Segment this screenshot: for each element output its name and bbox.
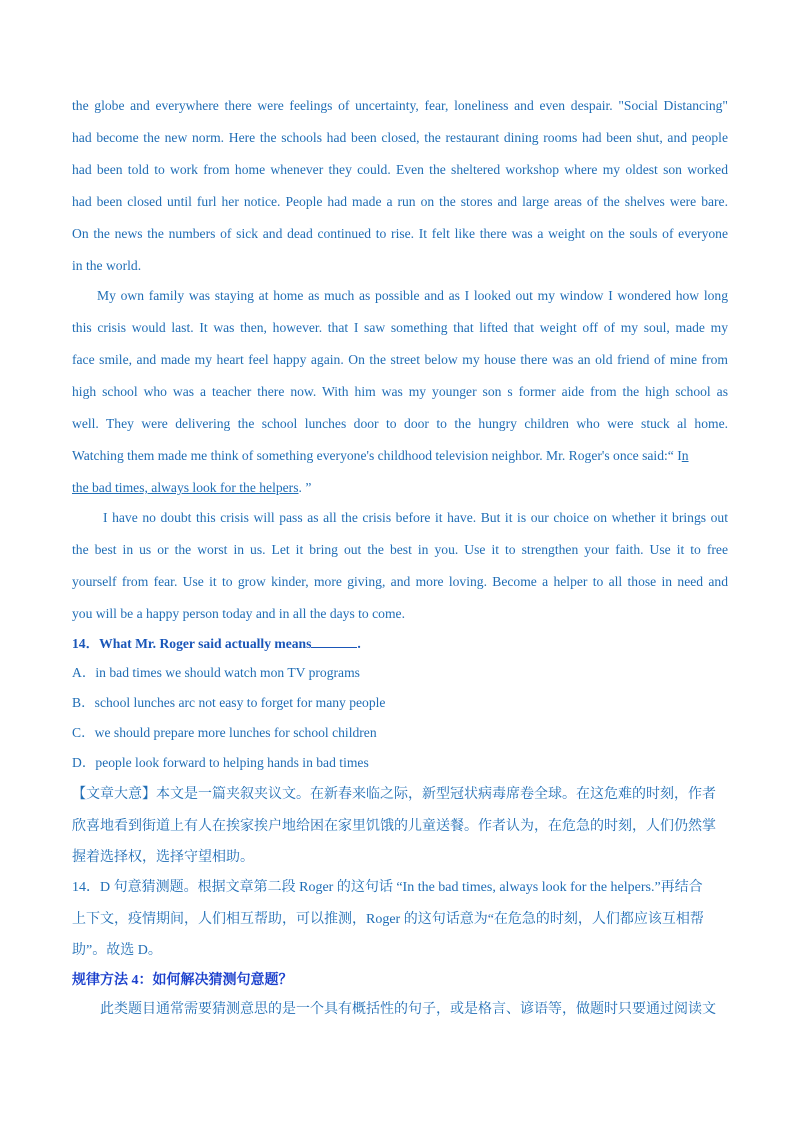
answer-line: 助”。故选 D。	[72, 943, 162, 958]
passage-line: the globe and everywhere there were feelings of uncertainty, fear, loneliness and even despair. "Social Distancing"	[72, 98, 728, 113]
passage-line: yourself from fear. Use it to grow kinder, more giving, and more loving. Become a helper to all those in need and	[72, 574, 728, 589]
summary-line: 【文章大意】本文是一篇夹叙夹议文。在新春来临之际，新型冠状病毒席卷全球。在这危难的时刻，作者	[72, 787, 716, 802]
passage-line: well. They were delivering the school lunches door to door to the hungry children who were stuck al home.	[72, 416, 728, 431]
quote-underlined-start: n	[681, 448, 689, 463]
passage-line: My own family was staying at home as much as possible and as I looked out my window I wondered how long	[97, 288, 728, 303]
passage-line: I have no doubt this crisis will pass as all the crisis before it have. But it is our choice on whether it brings out	[103, 510, 728, 525]
passage-line: the best in us or the worst in us. Let it bring out the best in you. Use it to strengthen your faith. Use it to free	[72, 542, 728, 557]
passage-line: in the world.	[72, 258, 142, 273]
passage-line: had become the new norm. Here the schools had been closed, the restaurant dining rooms had been shut, and people	[72, 130, 728, 145]
option-d: D．people look forward to helping hands in bad times	[72, 755, 369, 770]
passage-line: face smile, and made my heart feel happy again. On the street below my house there was an old friend of mine from	[72, 352, 728, 367]
passage-line: had been closed until furl her notice. People had made a run on the stores and large areas of the shelves were bare.	[72, 194, 728, 209]
question-stem-end: .	[357, 636, 361, 651]
passage-line: had been told to work from home whenever they could. Even the sheltered workshop where my oldest son worked	[72, 162, 728, 177]
question-stem	[72, 633, 728, 655]
passage-text: Watching them made me think of something everyone's childhood television neighbor. Mr. Roger's once said:“ I	[72, 448, 682, 463]
method-heading: 规律方法 4：如何解决猜测句意题？	[72, 973, 293, 988]
passage-line-quote-start	[72, 445, 728, 467]
answer-blank	[311, 634, 357, 648]
option-a: A．in bad times we should watch mon TV programs	[72, 665, 360, 680]
answer-line: 上下文，疫情期间，人们相互帮助，可以推测，Roger 的这句话意为“在危急的时刻，人们都应该互相帮	[72, 912, 704, 927]
passage-line-quote-end	[72, 477, 728, 499]
answer-line: 14．D 句意猜测题。根据文章第二段 Roger 的这句话 “In the bad times, always look for the helpers.”再结合	[72, 880, 703, 895]
passage-line: this crisis would last. It was then, however. that I saw something that lifted that weight off of my soul, made my	[72, 320, 728, 335]
question-stem-text: 14．What Mr. Roger said actually means	[72, 636, 312, 651]
summary-line: 握着选择权，选择守望相助。	[72, 850, 254, 865]
method-line: 此类题目通常需要猜测意思的是一个具有概括性的句子，或是格言、谚语等，做题时只要通过阅读文	[100, 1002, 716, 1017]
passage-line: you will be a happy person today and in all the days to come.	[72, 606, 405, 621]
quote-underlined: the bad times, always look for the helpers	[72, 480, 299, 495]
passage-line: high school who was a teacher there now. With him was my younger son s former aide from the high school as	[72, 384, 728, 399]
passage-line: On the news the numbers of sick and dead continued to rise. It felt like there was a weight on the souls of everyone	[72, 226, 728, 241]
summary-line: 欣喜地看到街道上有人在挨家挨户地给困在家里饥饿的儿童送餐。作者认为，在危急的时刻，人们仍然掌	[72, 819, 716, 834]
option-c: C．we should prepare more lunches for school children	[72, 725, 377, 740]
quote-tail: . ”	[298, 480, 312, 495]
option-b: B．school lunches arc not easy to forget for many people	[72, 695, 386, 710]
